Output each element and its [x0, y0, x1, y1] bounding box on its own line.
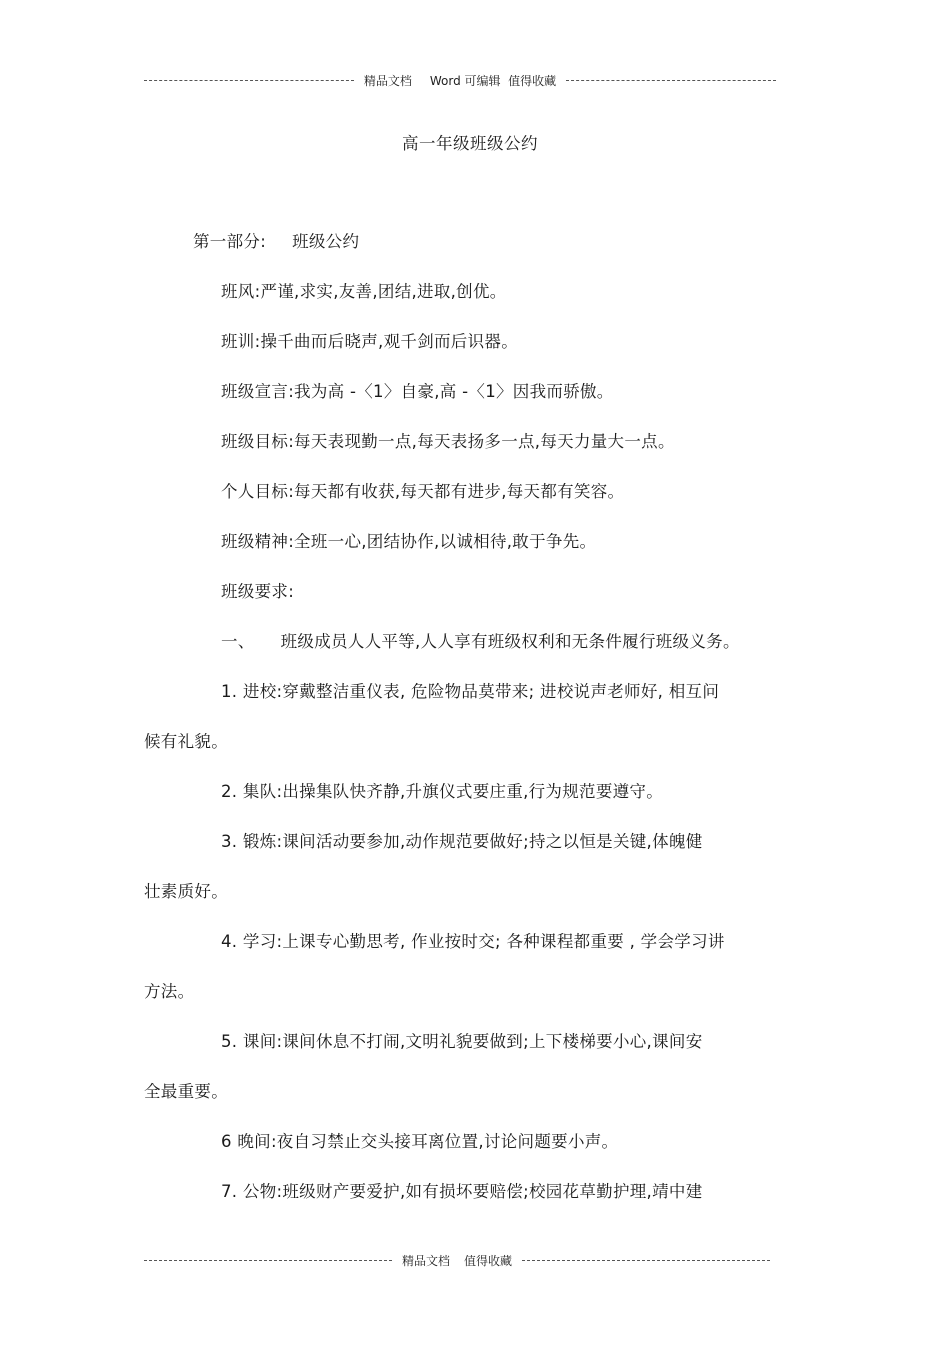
footer-right-label: 值得收藏 [464, 1254, 513, 1268]
footer-dash-right [522, 1260, 770, 1261]
list-item-1-continuation: 候有礼貌。 [144, 732, 228, 751]
paragraph-class-style: 班风:严谨,求实,友善,团结,进取,创优。 [221, 282, 507, 301]
header-dash-left [144, 80, 354, 81]
section-heading [193, 231, 359, 253]
header-dash-right [566, 80, 776, 81]
section-label: 第一部分: [193, 232, 267, 251]
rule-one-text: 班级成员人人平等,人人享有班级权利和无条件履行班级义务。 [280, 632, 740, 651]
paragraph-personal-goal: 个人目标:每天都有收获,每天都有进步,每天都有笑容。 [221, 482, 625, 501]
footer-text [392, 1252, 522, 1269]
footer-left-label: 精品文档 [401, 1254, 450, 1268]
list-item-4-continuation: 方法。 [144, 982, 195, 1001]
header-text [354, 72, 566, 89]
rule-one-marker: 一、 [221, 632, 255, 651]
list-item-3: 3. 锻炼:课间活动要参加,动作规范要做好;持之以恒是关键,体魄健 [221, 832, 703, 851]
paragraph-class-goal: 班级目标:每天表现勤一点,每天表扬多一点,每天力量大一点。 [221, 432, 675, 451]
list-item-3-continuation: 壮素质好。 [144, 882, 228, 901]
rule-one [221, 631, 740, 653]
paragraph-class-motto: 班训:操千曲而后晓声,观千剑而后识器。 [221, 332, 519, 351]
list-item-5-continuation: 全最重要。 [144, 1082, 228, 1101]
document-title: 高一年级班级公约 [402, 134, 538, 153]
page-footer [144, 1252, 770, 1269]
list-item-1: 1. 进校:穿戴整洁重仪表, 危险物品莫带来; 进校说声老师好, 相互问 [221, 682, 720, 701]
page-header [144, 72, 776, 89]
section-name: 班级公约 [292, 232, 360, 251]
footer-dash-left [144, 1260, 392, 1261]
paragraph-class-spirit: 班级精神:全班一心,团结协作,以诚相待,敢于争先。 [221, 532, 597, 551]
list-item-7: 7. 公物:班级财产要爱护,如有损坏要赔偿;校园花草勤护理,靖中建 [221, 1182, 703, 1201]
header-middle-label: Word 可编辑 [429, 74, 501, 88]
list-item-4: 4. 学习:上课专心勤思考, 作业按时交; 各种课程都重要 , 学会学习讲 [221, 932, 725, 951]
list-item-6: 6 晚间:夜自习禁止交头接耳离位置,讨论问题要小声。 [221, 1132, 619, 1151]
header-right-label: 值得收藏 [508, 74, 557, 88]
list-item-5: 5. 课间:课间休息不打闹,文明礼貌要做到;上下楼梯要小心,课间安 [221, 1032, 703, 1051]
paragraph-class-declaration: 班级宣言:我为高 -〈1〉自豪,高 -〈1〉因我而骄傲。 [221, 382, 614, 401]
paragraph-class-requirements: 班级要求: [221, 582, 295, 601]
list-item-2: 2. 集队:出操集队快齐静,升旗仪式要庄重,行为规范要遵守。 [221, 782, 664, 801]
header-left-label: 精品文档 [363, 74, 412, 88]
